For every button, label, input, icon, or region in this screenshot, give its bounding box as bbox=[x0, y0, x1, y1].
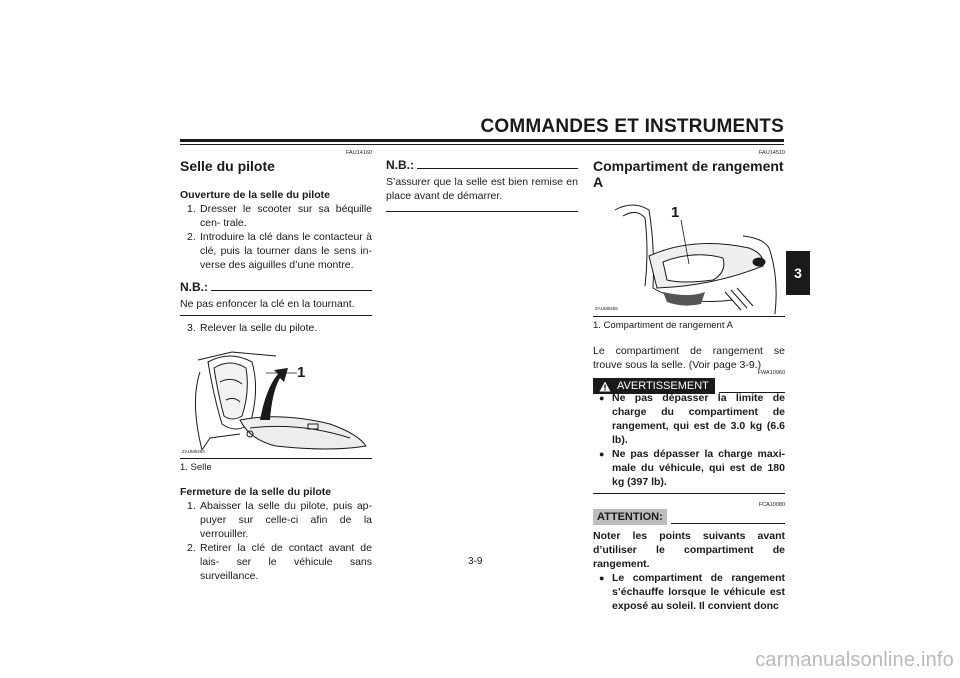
middle-column bbox=[386, 158, 578, 212]
nb-text: Ne pas enfoncer la clé en la tournant. bbox=[180, 298, 355, 310]
figure-code: ZAUM0264 bbox=[182, 449, 205, 454]
attention-code: FCA10080 bbox=[758, 502, 785, 508]
body-text: Le compartiment de rangement se trouve sous la selle. (Voir page 3-9.) bbox=[593, 345, 785, 371]
step-item: 2. Retirer la clé de contact avant de lais- ser le véhicule sans surveillance. bbox=[187, 542, 372, 582]
step-item: 3. Relever la selle du pilote. bbox=[187, 322, 318, 334]
figure-callout: 1 bbox=[297, 364, 306, 381]
step-item: 1. Dresser le scooter sur sa béquille cen- trale. bbox=[187, 203, 372, 229]
page-number: 3-9 bbox=[468, 556, 483, 567]
warning-code: FWA10960 bbox=[757, 370, 785, 376]
caption-rule bbox=[180, 458, 372, 459]
figure-callout: 1 bbox=[671, 204, 680, 221]
compartment-figure bbox=[593, 196, 785, 316]
section-title: COMMANDES ET INSTRUMENTS bbox=[480, 116, 784, 137]
step-item: 2. Introduire la clé dans le contacteur à clé, puis la tourner dans le sens in- verse des aiguilles d’une montre. bbox=[187, 231, 372, 271]
warning-label: AVERTISSEMENT bbox=[593, 378, 715, 394]
left-column bbox=[180, 150, 372, 583]
nb-rule bbox=[180, 315, 372, 316]
warning-triangle-icon bbox=[599, 381, 611, 392]
figure-code: ZAUM0265 bbox=[595, 306, 618, 311]
ref-code: FAU14510 bbox=[759, 150, 785, 156]
attention-heading bbox=[593, 509, 785, 525]
header-rule-thick bbox=[180, 139, 784, 142]
attention-intro: Noter les points suivants avant d’utiliser le compartiment de rangement. bbox=[593, 530, 785, 570]
figure-caption: 1. Compartiment de rangement A bbox=[593, 320, 733, 331]
site-watermark: carmanualsonline.info bbox=[755, 649, 954, 671]
warning-rule bbox=[593, 493, 785, 494]
nb-heading: N.B.: bbox=[180, 280, 372, 294]
compartment-illustration bbox=[593, 196, 785, 316]
nb-text: S’assurer que la selle est bien remise en place avant de démarrer. bbox=[386, 176, 578, 202]
warning-item: ● Ne pas dépasser la charge maxi- male du véhicule, qui est de 180 kg (397 lb). bbox=[599, 448, 785, 488]
seat-figure bbox=[180, 342, 372, 458]
nb-rule bbox=[386, 211, 578, 212]
step-item: 1. Abaisser la selle du pilote, puis ap- puyer sur celle-ci afin de la verrouiller. bbox=[187, 500, 372, 540]
nb-heading: N.B.: bbox=[386, 158, 578, 172]
figure-caption: 1. Selle bbox=[180, 462, 212, 473]
attention-item: ● Le compartiment de rangement s’échauffe lorsque le véhicule est exposé au soleil. Il convient donc bbox=[599, 572, 785, 612]
ref-code: FAU14160 bbox=[346, 150, 372, 156]
caption-rule bbox=[593, 316, 785, 317]
section-heading: Selle du pilote bbox=[180, 158, 275, 174]
header-rule-thin bbox=[180, 144, 784, 145]
seat-illustration bbox=[180, 342, 372, 458]
right-column bbox=[593, 150, 785, 613]
section-heading: Compartiment de rangement A bbox=[593, 158, 784, 190]
attention-label: ATTENTION: bbox=[593, 509, 667, 525]
chapter-tab: 3 bbox=[786, 251, 810, 295]
warning-item: ● Ne pas dépasser la limite de charge du compartiment de rangement, qui est de 3.0 kg (6.6 lb). bbox=[599, 392, 785, 446]
subheading-open: Ouverture de la selle du pilote bbox=[180, 189, 330, 201]
subheading-close: Fermeture de la selle du pilote bbox=[180, 486, 332, 498]
